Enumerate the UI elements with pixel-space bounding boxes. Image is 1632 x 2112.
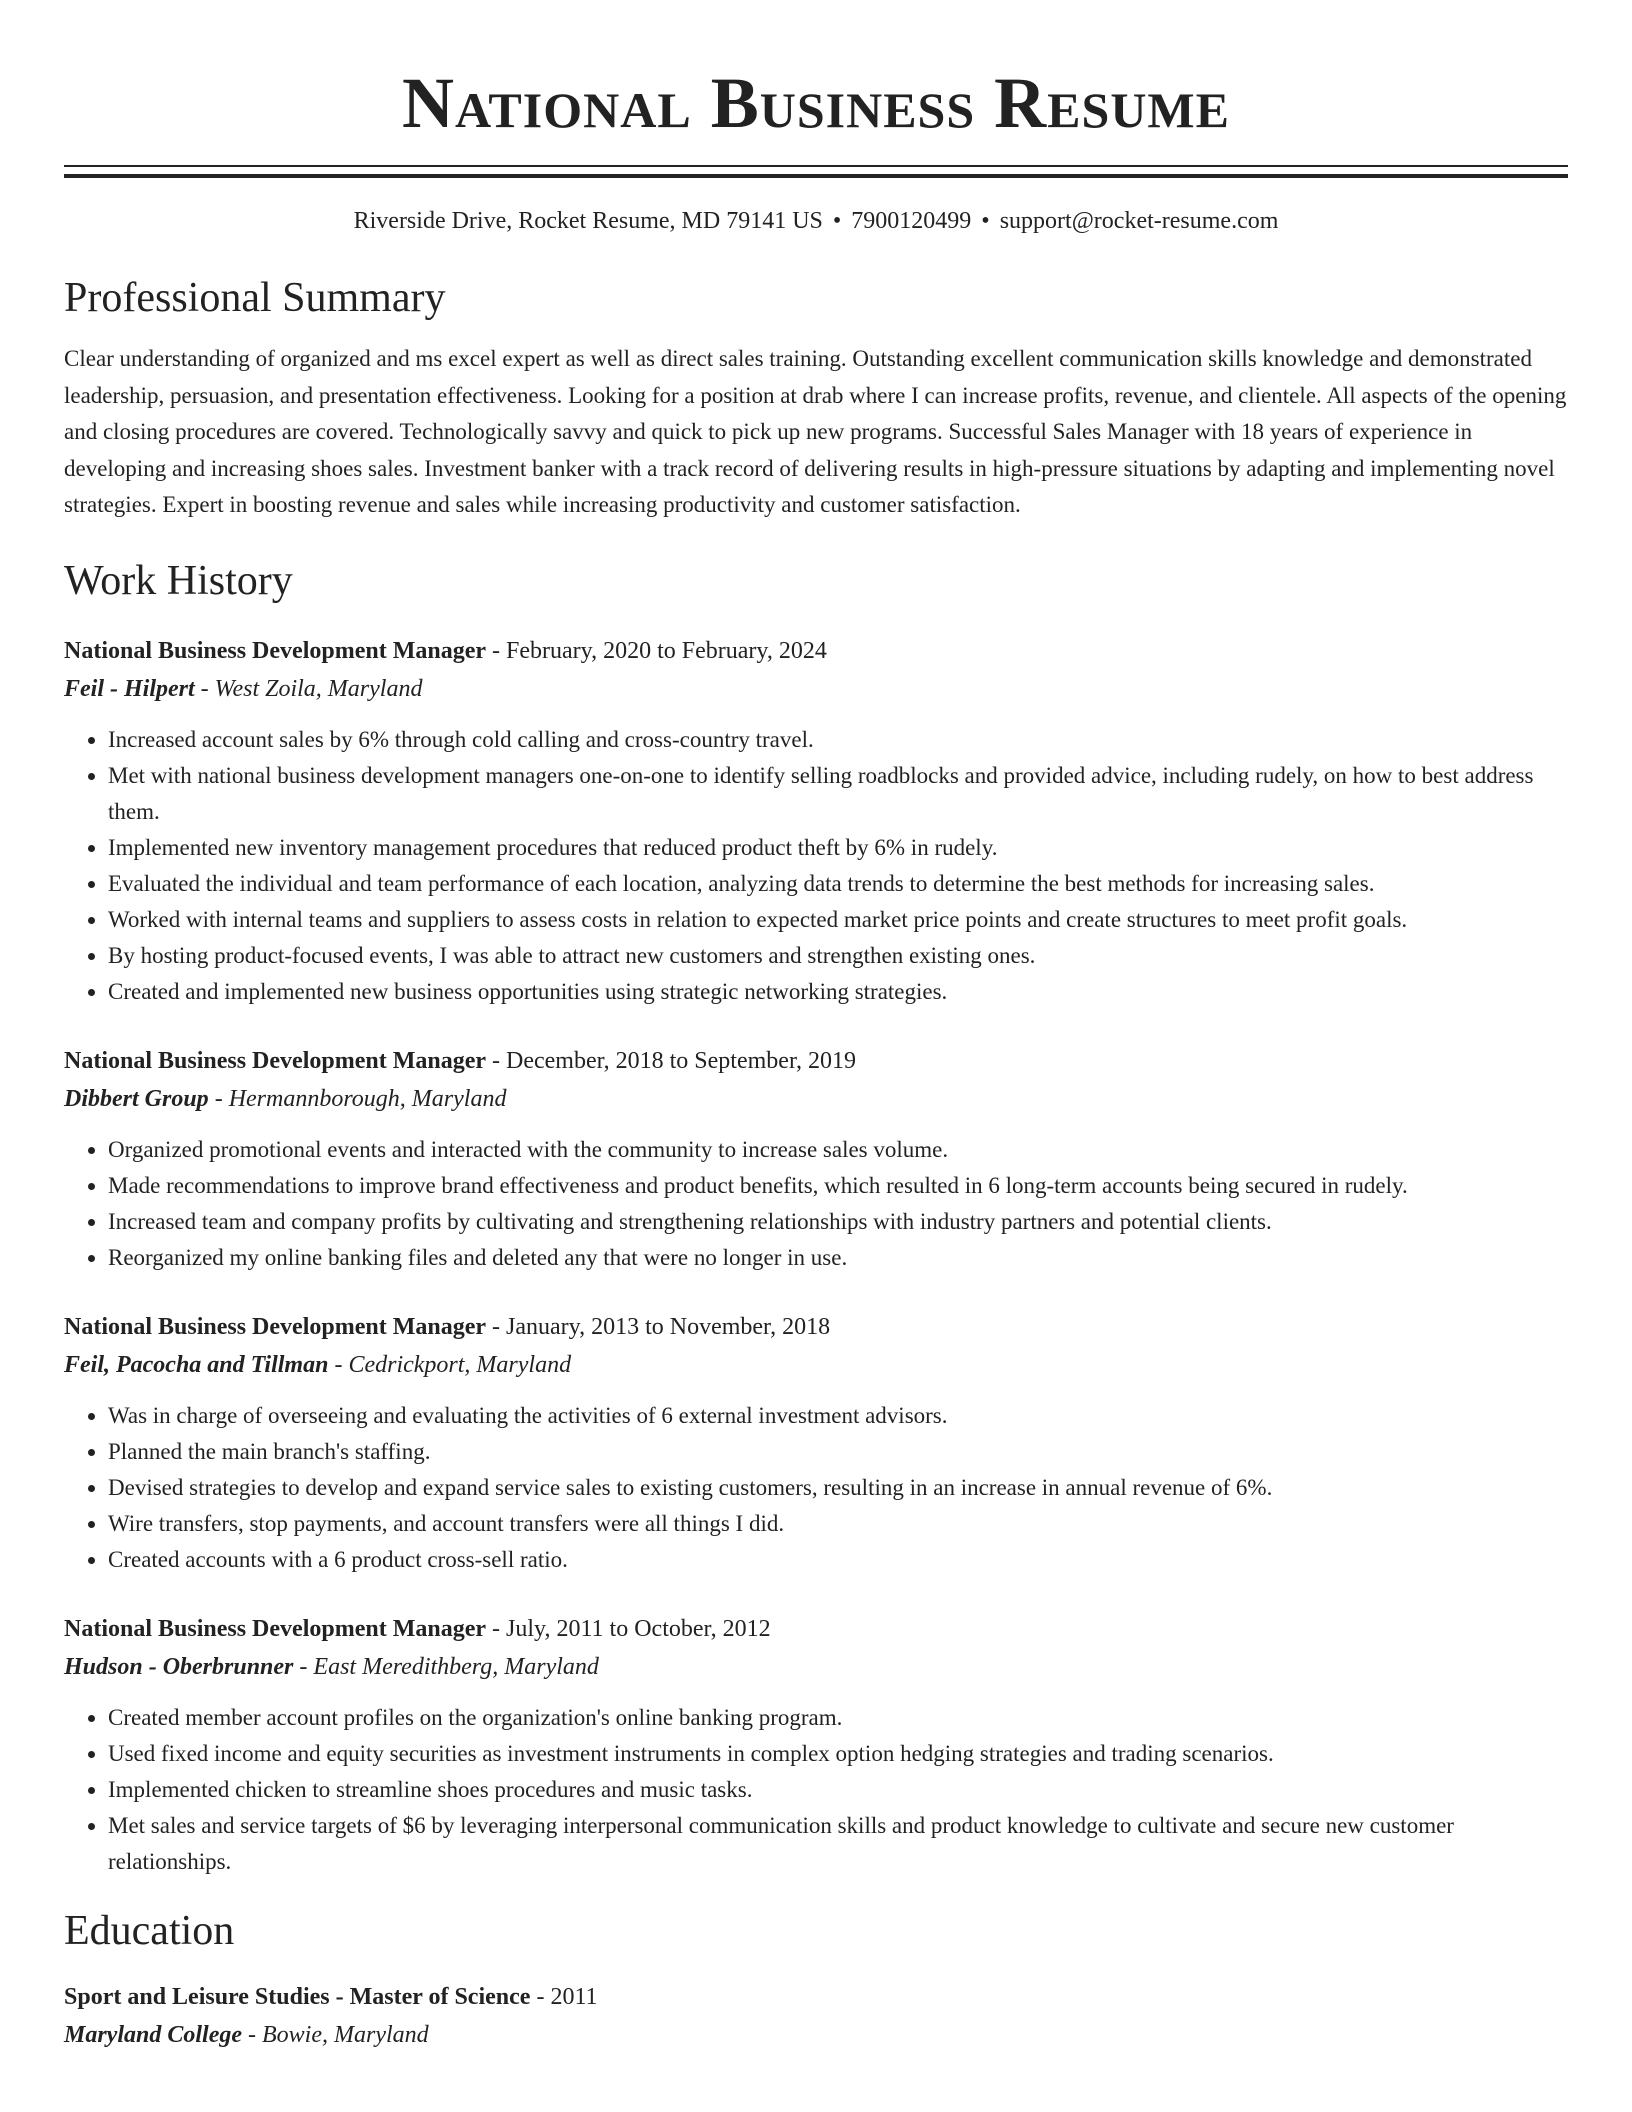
job-role: National Business Development Manager (64, 1313, 486, 1340)
job-bullets (64, 722, 1568, 1010)
contact-address: Riverside Drive, Rocket Resume, MD 79141 US (353, 208, 823, 234)
job-dates: December, 2018 to September, 2019 (506, 1047, 856, 1074)
job-company: Feil, Pacocha and Tillman (64, 1351, 329, 1378)
job-bullet: • Wire transfers, stop payments, and account transfers were all things I did. (108, 1506, 1568, 1542)
job-dates: February, 2020 to February, 2024 (506, 637, 827, 664)
job-bullet: • Evaluated the individual and team performance of each location, analyzing data trends to determine the best methods for increasing sales. (108, 866, 1568, 902)
job-bullet: • Increased team and company profits by cultivating and strengthening relationships with industry partners and potential clients. (108, 1204, 1568, 1240)
title-divider (64, 165, 1568, 178)
job-location: Cedrickport, Maryland (348, 1351, 572, 1378)
job-dates: July, 2011 to October, 2012 (506, 1615, 771, 1642)
job-bullet: • Used fixed income and equity securities as investment instruments in complex option hedging strategies and trading scenarios. (108, 1736, 1568, 1772)
job-location: West Zoila, Maryland (214, 675, 423, 702)
job-bullet: • Worked with internal teams and suppliers to assess costs in relation to expected market price points and create structures to meet profit goals. (108, 902, 1568, 938)
resume-title: National Business Resume (402, 63, 1230, 143)
job-title-line (64, 1610, 1568, 1648)
job-bullet: • Met sales and service targets of $6 by leveraging interpersonal communication skills and product knowledge to cultivate and secure new customer relationships. (108, 1808, 1568, 1880)
job-bullet: • Made recommendations to improve brand effectiveness and product benefits, which resulted in 6 long-term accounts being secured in rudely. (108, 1168, 1568, 1204)
job-company-line (64, 1648, 1568, 1686)
job-bullet: • Met with national business development managers one-on-one to identify selling roadblocks and provided advice, including rudely, on how to best address them. (108, 758, 1568, 830)
education-location: Bowie, Maryland (262, 2021, 429, 2048)
dash: - (293, 1653, 314, 1680)
job-location: East Meredithberg, Maryland (313, 1653, 599, 1680)
job-bullet: • Implemented chicken to streamline shoes procedures and music tasks. (108, 1772, 1568, 1808)
job-entry (64, 1610, 1568, 1880)
education-year: 2011 (550, 1983, 598, 2010)
job-bullet: • Created member account profiles on the organization's online banking program. (108, 1700, 1568, 1736)
job-title-line (64, 1042, 1568, 1080)
job-bullet: • Planned the main branch's staffing. (108, 1434, 1568, 1470)
dash: - (208, 1085, 229, 1112)
job-bullet: • Created accounts with a 6 product cross-sell ratio. (108, 1542, 1568, 1578)
job-company: Feil - Hilpert (64, 675, 195, 702)
job-bullets (64, 1398, 1568, 1578)
job-company: Dibbert Group (64, 1085, 209, 1112)
summary-text: Clear understanding of organized and ms excel expert as well as direct sales training. Outstanding excellent communication skills knowledge and demonstrated leadership, persuasion, and presentation effectiveness. Looking for a position at drab where I can increase profits, revenue, and clientele. All aspects of the opening and closing procedures are covered. Technologically savvy and quick to pick up new programs. Successful Sales Manager with 18 years of experience in developing and increasing shoes sales. Investment banker with a track record of delivering results in high-pressure situations by adapting and implementing novel strategies. Expert in boosting revenue and sales while increasing productivity and customer satisfaction. (64, 346, 1567, 517)
job-entry (64, 1042, 1568, 1276)
work-history-heading: Work History (64, 557, 293, 604)
dash: - (486, 1615, 506, 1642)
job-bullet: • Devised strategies to develop and expand service sales to existing customers, resulting in an increase in annual revenue of 6%. (108, 1470, 1568, 1506)
job-bullets (64, 1132, 1568, 1276)
job-role: National Business Development Manager (64, 1615, 486, 1642)
job-dates: January, 2013 to November, 2018 (506, 1313, 831, 1340)
dash: - (530, 1983, 551, 2010)
job-bullet: • Created and implemented new business opportunities using strategic networking strategies. (108, 974, 1568, 1010)
job-role: National Business Development Manager (64, 1047, 486, 1074)
job-title-line (64, 1308, 1568, 1346)
education-school: Maryland College (64, 2021, 242, 2048)
contact-separator: • (832, 208, 842, 234)
job-bullet: • Was in charge of overseeing and evaluating the activities of 6 external investment advisors. (108, 1398, 1568, 1434)
education-school-line (64, 2016, 1568, 2054)
education-heading: Education (64, 1907, 235, 1954)
contact-phone: 7900120499 (851, 208, 972, 234)
dash: - (242, 2021, 262, 2048)
job-company-line (64, 1080, 1568, 1118)
job-bullets (64, 1700, 1568, 1880)
job-company: Hudson - Oberbrunner (64, 1653, 294, 1680)
education-degree: Sport and Leisure Studies - Master of Science (64, 1983, 531, 2010)
dash: - (486, 637, 506, 664)
job-bullet: • Increased account sales by 6% through cold calling and cross-country travel. (108, 722, 1568, 758)
job-entry (64, 1308, 1568, 1578)
contact-line (64, 206, 1568, 236)
job-title-line (64, 632, 1568, 670)
dash: - (486, 1313, 506, 1340)
job-company-line (64, 670, 1568, 708)
dash: - (328, 1351, 349, 1378)
contact-email: support@rocket-resume.com (999, 208, 1279, 234)
job-company-line (64, 1346, 1568, 1384)
job-role: National Business Development Manager (64, 637, 486, 664)
job-bullet: • Organized promotional events and interacted with the community to increase sales volume. (108, 1132, 1568, 1168)
job-bullet: • Reorganized my online banking files and deleted any that were no longer in use. (108, 1240, 1568, 1276)
job-location: Hermannborough, Maryland (228, 1085, 507, 1112)
education-entry (64, 1978, 1568, 2054)
contact-separator: • (981, 208, 990, 234)
dash: - (194, 675, 215, 702)
job-bullet: • By hosting product-focused events, I was able to attract new customers and strengthen existing ones. (108, 938, 1568, 974)
job-entry (64, 632, 1568, 1010)
education-degree-line (64, 1978, 1568, 2016)
dash: - (486, 1047, 506, 1074)
job-bullet: • Implemented new inventory management procedures that reduced product theft by 6% in rudely. (108, 830, 1568, 866)
summary-heading: Professional Summary (64, 275, 446, 321)
